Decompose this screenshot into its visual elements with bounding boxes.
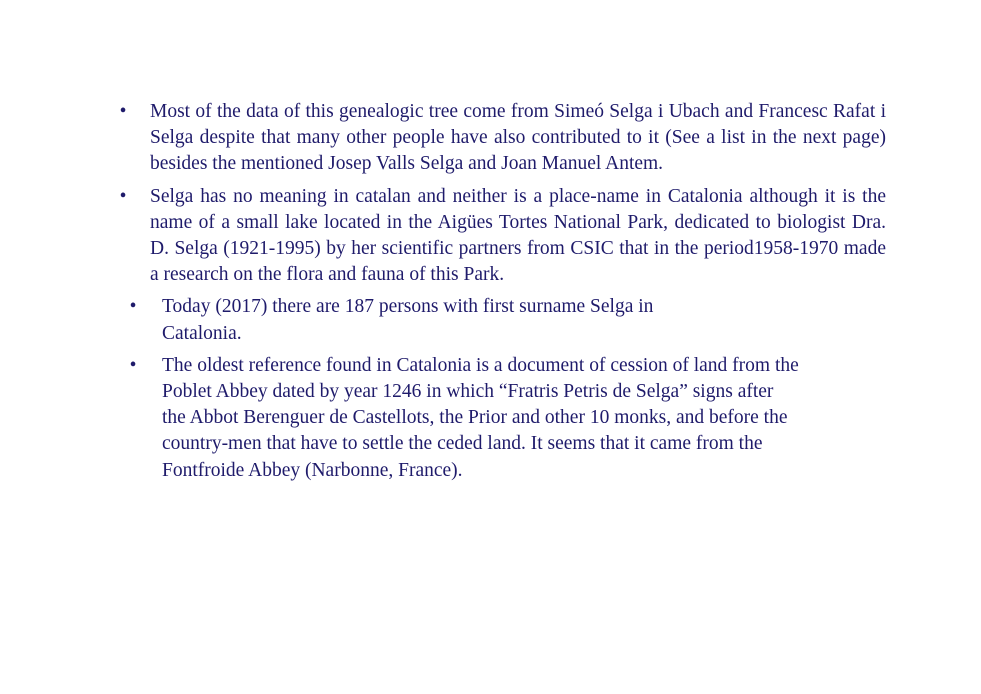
bullet-marker: • — [129, 296, 137, 318]
bullet-text: Most of the data of this genealogic tree come from Simeó Selga i Ubach and Francesc Rafat i Selga despite that many other people have also contributed to it (See a list in the next page) besides the mentioned Josep Valls Selga and Joan Manuel Antem. — [150, 101, 886, 175]
bullet-marker: • — [119, 101, 127, 122]
bullet-item-oldest-reference — [116, 353, 802, 484]
bullet-item-data-sources — [116, 99, 886, 178]
bullet-text: The oldest reference found in Catalonia is a document of cession of land from the Poblet Abbey dated by year 1246 in which “Fratris Petris de Selga” signs after the Abbot Berenguer de Castellots, the Prior and other 10 monks, and before the country-men that have to settle the ceded land. It seems that it came from the Fontfroide Abbey (Narbonne, France). — [162, 354, 799, 481]
bullet-item-selga-meaning — [116, 184, 886, 289]
bullet-marker: • — [119, 185, 127, 207]
bullet-text: Today (2017) there are 187 persons with first surname Selga in Catalonia. — [162, 296, 654, 344]
bullet-list — [116, 99, 886, 490]
bullet-item-today-count — [116, 294, 722, 346]
bullet-marker: • — [129, 354, 137, 376]
bullet-text: Selga has no meaning in catalan and neither is a place-name in Catalonia although it is the name of a small lake located in the Aigües Tortes National Park, dedicated to biologist Dra. D. Selga (1921-1995) by her scientific partners from CSIC that in the period1958-1970 made a research on the flora and fauna of this Park. — [150, 185, 886, 286]
